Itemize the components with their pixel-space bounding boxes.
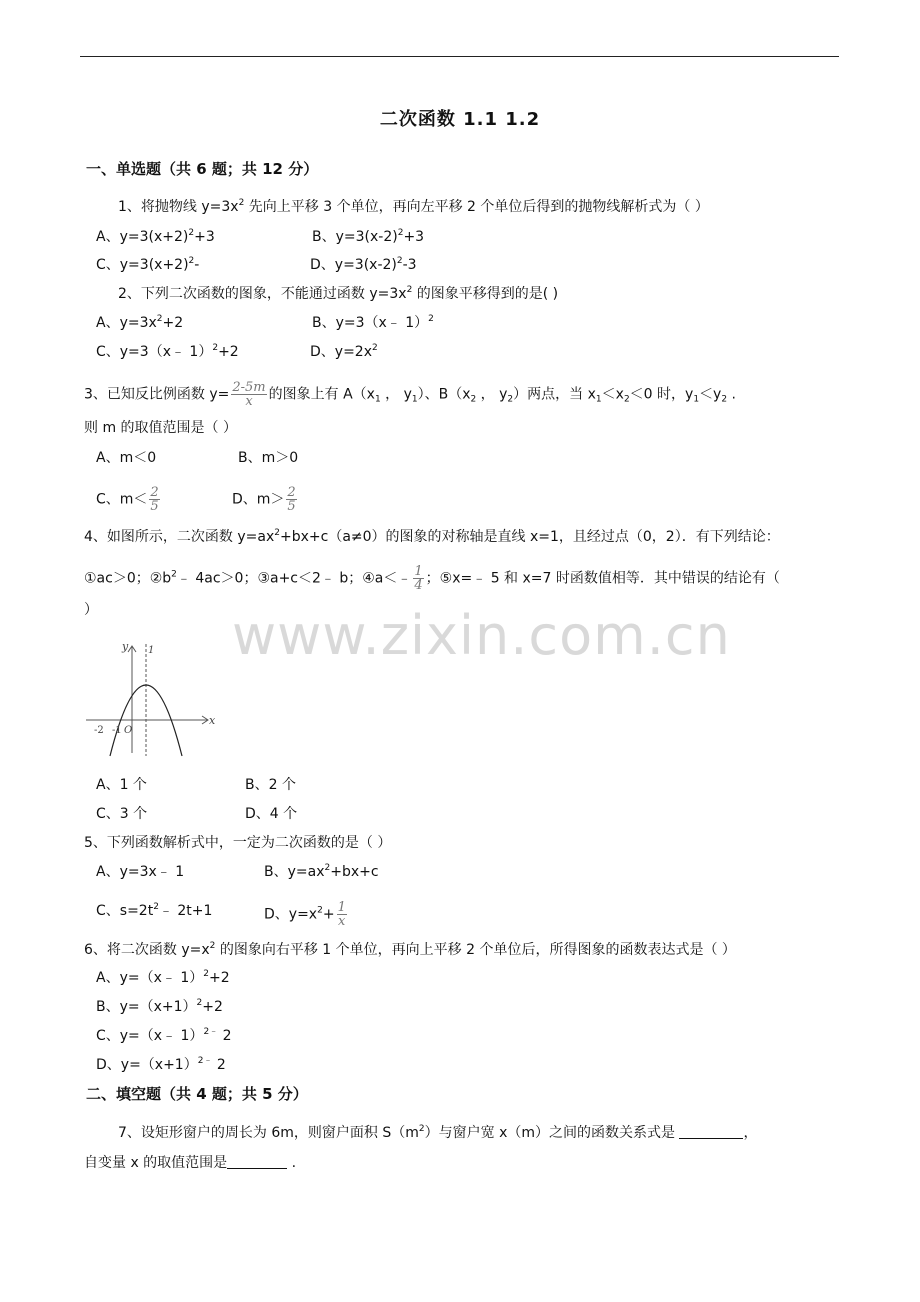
- section-heading-single-choice: 一、单选题（共 6 题；共 12 分）: [86, 160, 319, 178]
- q2-option-d[interactable]: D、$y=2x^2$: [310, 343, 378, 360]
- q5-option-a[interactable]: A、y=3x﹣ 1: [96, 864, 185, 880]
- fraction-2-over-5: $\frac{2}{5}$: [150, 485, 159, 514]
- parabola-graph: [86, 638, 216, 758]
- watermark: www.zixin.com.cn: [232, 604, 731, 667]
- q2-option-c[interactable]: C、y=3（x﹣ 1）$^2$+2: [96, 343, 239, 360]
- question-4-close: ）: [84, 602, 98, 618]
- tick-label-neg2: -2: [94, 725, 104, 736]
- question-4-conclusions: ①ac＞0；$②b^2﹣$ 4ac＞0；③a+c＜2﹣ b；④a＜﹣ $\frac{1}{4}$ ；⑤x=﹣ 5 和 x=7 时函数值相等．其中错误的结论有（: [84, 564, 780, 593]
- answer-blank-2[interactable]: [227, 1154, 287, 1169]
- question-7-stem: 7、设矩形窗户的周长为 6m，则窗户面积 $S(m^2)$与窗户宽 x（m）之间的函数关系式是 ，: [118, 1124, 758, 1141]
- fraction-2-over-5: $\frac{2}{5}$: [287, 485, 296, 514]
- question-3-stem: 3、已知反比例函数 y= $\frac{2-5m}{x}$ 的图象上有 $A(x_1$ ， $y_1$）、$B(x_2$ ， $y_2$）两点，当 $x_1<x_2<0$ 时，$y_1<y_2$ .: [84, 380, 736, 409]
- q4-option-a[interactable]: A、1 个: [96, 777, 147, 793]
- question-6-stem: 6、将二次函数 $y=x^2$ 的图象向右平移 1 个单位，再向上平移 2 个单位后，所得图象的函数表达式是（ ）: [84, 941, 736, 958]
- tick-label-neg1: -1: [112, 725, 122, 736]
- q3-option-c[interactable]: C、m＜ $\frac{2}{5}$: [96, 485, 159, 514]
- q2-option-b[interactable]: B、y=3（x﹣ 1）$^2$: [312, 314, 434, 331]
- q1-option-b[interactable]: B、$y=3(x-2)^2+3$: [312, 228, 425, 245]
- question-5-stem: 5、下列函数解析式中，一定为二次函数的是（ ）: [84, 835, 392, 851]
- q4-option-d[interactable]: D、4 个: [245, 806, 298, 822]
- question-1-stem: 1、将抛物线 $y=3x^2$ 先向上平移 3 个单位，再向左平移 2 个单位后得到的抛物线解析式为（ ）: [118, 198, 709, 215]
- q1-option-a[interactable]: A、$y=3(x+2)^2+3$: [96, 228, 215, 245]
- fraction-2-5m-over-x: $\frac{2-5m}{x}$: [232, 380, 266, 409]
- question-2-stem: 2、下列二次函数的图象，不能通过函数 $y=3x^2$ 的图象平移得到的是( ): [118, 285, 559, 302]
- q4-option-b[interactable]: B、2 个: [245, 777, 296, 793]
- q3-option-d[interactable]: D、m＞ $\frac{2}{5}$: [232, 485, 296, 514]
- question-7-stem-line2: 自变量 x 的取值范围是 .: [84, 1155, 297, 1171]
- page-title: 二次函数 1.1 1.2: [379, 109, 541, 130]
- q4-option-c[interactable]: C、3 个: [96, 806, 148, 822]
- symmetry-label: 1: [148, 645, 155, 656]
- answer-blank-1[interactable]: [679, 1124, 743, 1139]
- q6-option-b[interactable]: B、$y=(x+1)^2+2$: [96, 998, 223, 1015]
- q2-option-a[interactable]: A、$y=3x^2+2$: [96, 314, 184, 331]
- question-4-stem: 4、如图所示，二次函数 $y=ax^2+bx+c(a\ne 0)$的图象的对称轴是直线 x=1，且经过点（0，2）．有下列结论：: [84, 528, 780, 545]
- fraction-1-over-x: $\frac{1}{x}$: [337, 900, 346, 929]
- q6-option-a[interactable]: A、y=（x﹣ 1）$^2$+2: [96, 969, 230, 986]
- y-axis-label: y: [122, 640, 129, 653]
- q1-option-c[interactable]: C、$y=3(x+2)^2-$: [96, 256, 200, 273]
- q6-option-d[interactable]: D、$y=(x+1)^{2﹣}$ 2: [96, 1056, 226, 1073]
- q3-option-a[interactable]: A、m＜0: [96, 450, 157, 466]
- header-rule: [80, 56, 839, 57]
- q1-option-d[interactable]: D、$y=3(x-2)^2-3$: [310, 256, 417, 273]
- q5-option-b[interactable]: B、$y=ax^2+bx+c$: [264, 863, 379, 880]
- question-3-stem-line2: 则 m 的取值范围是（ ）: [84, 420, 237, 436]
- origin-label: O: [124, 725, 133, 736]
- q3-option-b[interactable]: B、m＞0: [238, 450, 299, 466]
- q5-option-d[interactable]: D、$y=x^2+$ $\frac{1}{x}$: [264, 900, 346, 929]
- fraction-1-over-4: $\frac{1}{4}$: [414, 564, 423, 593]
- q6-option-c[interactable]: C、y=（x﹣ 1）$^{2﹣}$ 2: [96, 1027, 232, 1044]
- section-heading-fill-blank: 二、填空题（共 4 题；共 5 分）: [86, 1085, 308, 1103]
- x-axis-label: x: [209, 714, 216, 727]
- q5-option-c[interactable]: C、$s=2t^2﹣$ 2t+1: [96, 902, 213, 919]
